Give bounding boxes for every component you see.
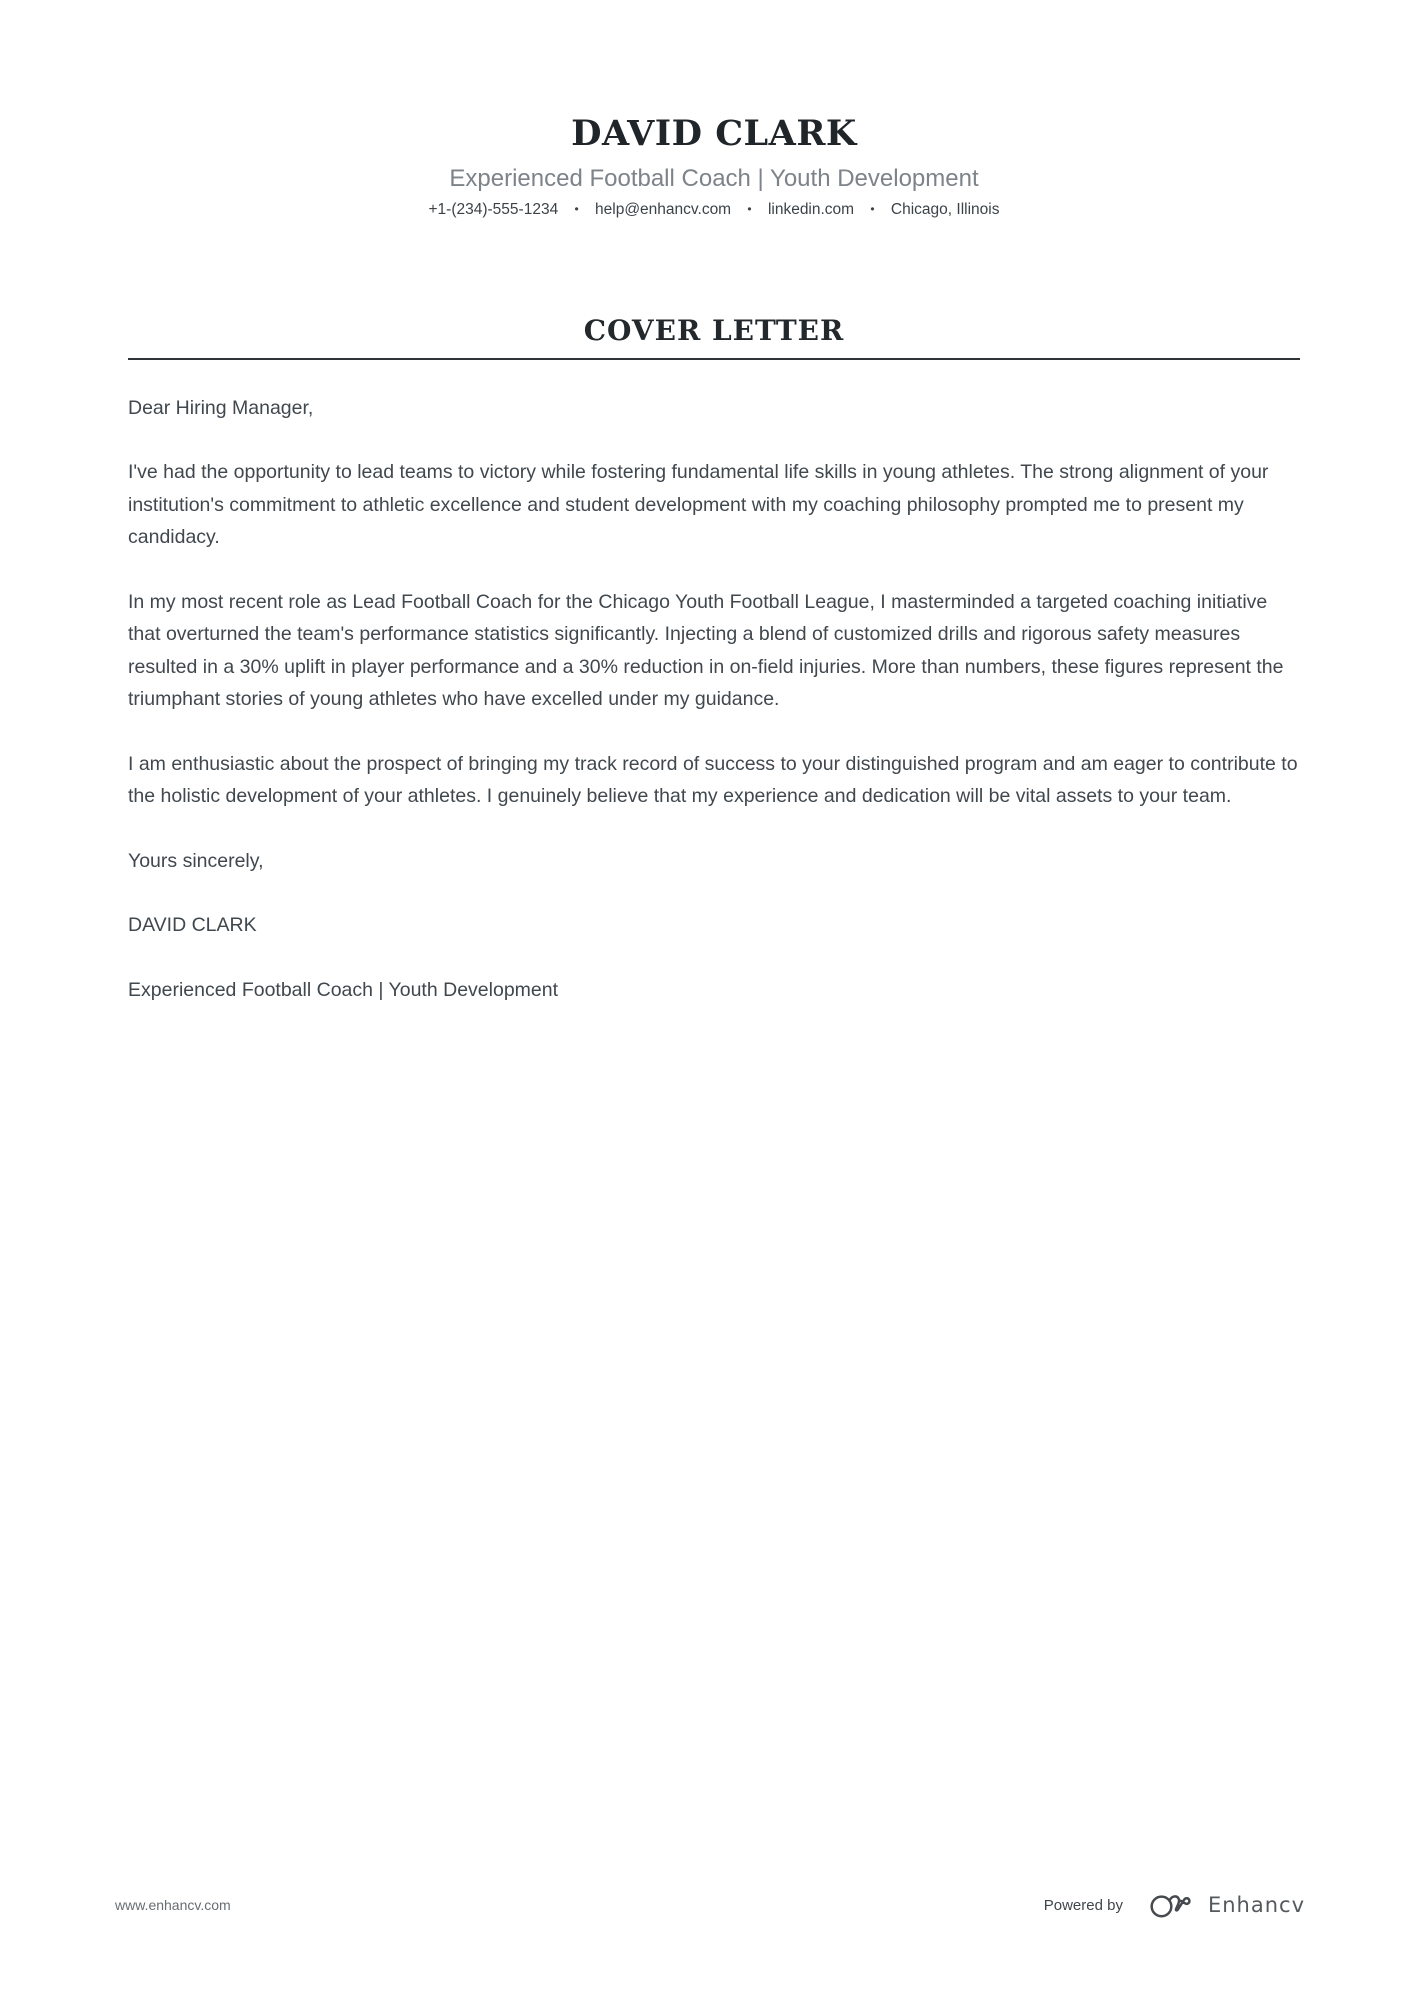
- enhancv-logo-icon: [1149, 1889, 1199, 1921]
- enhancv-wordmark: Enhancv: [1207, 1893, 1305, 1917]
- contact-line: [128, 201, 1300, 219]
- letter-paragraph: In my most recent role as Lead Football Coach for the Chicago Youth Football League, I masterminded a targeted coaching initiative that overturned the team's performance statistics significantly. Injecting a blend of customized drills and rigorous safety measures resulted in a 30% uplift in player performance and a 30% reduction in on-field injuries. More than numbers, these figures represent the triumphant stories of young athletes who have excelled under my guidance.: [128, 590, 1284, 711]
- contact-phone: +1-(234)-555-1234: [428, 200, 559, 218]
- candidate-name: DAVID CLARK: [571, 113, 857, 154]
- page-footer: [115, 1889, 1305, 1921]
- signature-name: DAVID CLARK: [128, 914, 257, 937]
- closing-line: Yours sincerely,: [128, 849, 264, 872]
- powered-by-label: Powered by: [1043, 1896, 1123, 1914]
- footer-website-link[interactable]: www.enhancv.com: [115, 1897, 231, 1913]
- bullet-separator-icon: •: [747, 201, 752, 216]
- title-divider: [128, 358, 1300, 360]
- letter-paragraph: I am enthusiastic about the prospect of bringing my track record of success to your distinguished program and am eager to contribute to the holistic development of your athletes. I genuinely believe that my experience and dedication will be vital assets to your team.: [128, 752, 1298, 808]
- bullet-separator-icon: •: [870, 201, 875, 216]
- powered-by-block: [1044, 1889, 1305, 1921]
- contact-linkedin[interactable]: linkedin.com: [767, 200, 855, 218]
- letter-paragraph: I've had the opportunity to lead teams to victory while fostering fundamental life skills in young athletes. The strong alignment of your institution's commitment to athletic excellence and student development with my coaching philosophy prompted me to present my candidacy.: [128, 461, 1269, 549]
- contact-location: Chicago, Illinois: [890, 200, 1000, 218]
- document-header: [128, 0, 1300, 219]
- letter-body: [128, 392, 1300, 1007]
- salutation: Dear Hiring Manager,: [128, 396, 314, 419]
- bullet-separator-icon: •: [574, 201, 579, 216]
- enhancv-brand-link[interactable]: [1149, 1889, 1305, 1921]
- signature-title: Experienced Football Coach | Youth Development: [128, 978, 559, 1001]
- cover-letter-section-title: COVER LETTER: [583, 313, 845, 347]
- contact-email[interactable]: help@enhancv.com: [595, 200, 732, 218]
- candidate-subtitle: Experienced Football Coach | Youth Development: [449, 164, 979, 192]
